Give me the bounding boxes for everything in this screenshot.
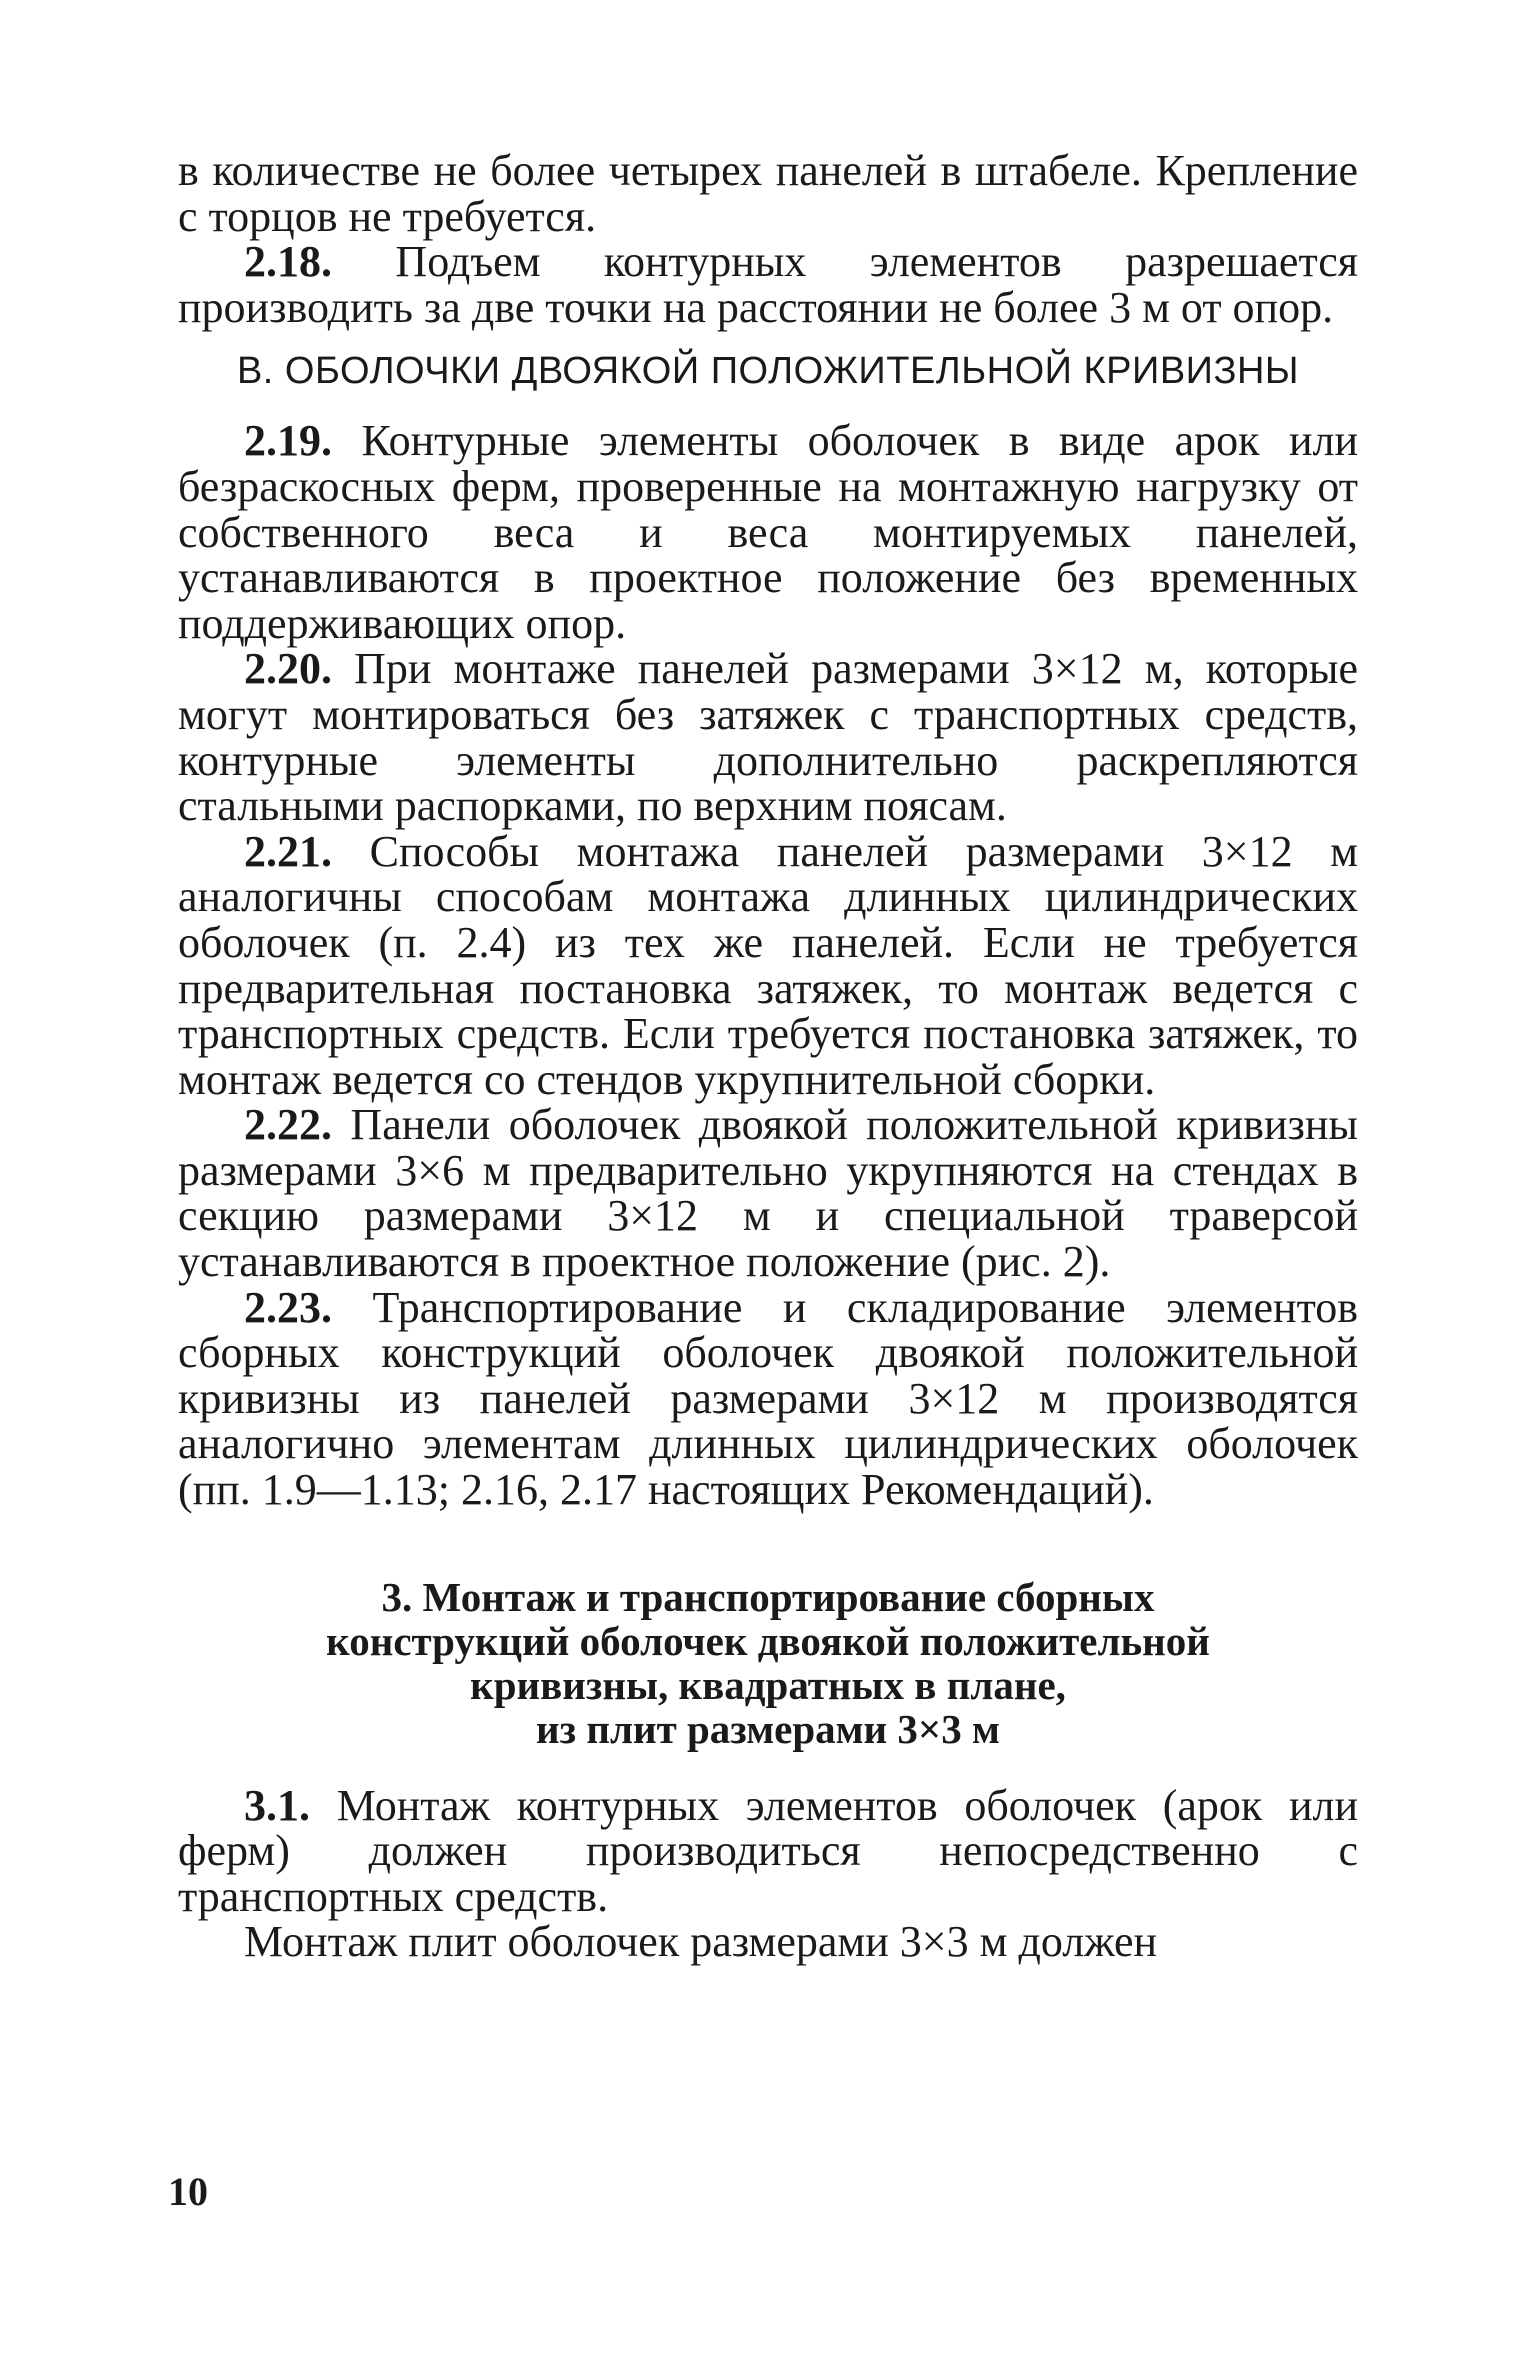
section-title-line: кривизны, квадратных в плане,	[470, 1661, 1066, 1708]
item-3-1	[178, 1780, 1359, 1921]
item-2-18	[178, 239, 1358, 330]
page-number: 10	[168, 2169, 208, 2214]
section-title	[178, 1575, 1358, 1751]
item-number: 2.18.	[244, 237, 332, 287]
section-title-line: из плит размерами 3×3 м	[536, 1705, 1000, 1752]
item-2-23	[178, 1282, 1359, 1515]
body-text	[178, 148, 1358, 1965]
item-number: 3.1.	[244, 1780, 310, 1830]
item-2-20	[178, 644, 1359, 831]
item-text: Монтаж контурных элементов оболочек (арок или ферм) должен производиться непосредственно с транспортных средств.	[178, 1780, 1359, 1921]
top-paragraph: в количестве не более четырех панелей в штабеле. Крепление с торцов не требуется.	[178, 146, 1358, 241]
item-number: 2.20.	[244, 644, 332, 694]
item-number: 2.22.	[244, 1100, 332, 1150]
item-number: 2.19.	[244, 416, 332, 466]
subheading: В. ОБОЛОЧКИ ДВОЯКОЙ ПОЛОЖИТЕЛЬНОЙ КРИВИЗНЫ	[236, 350, 1300, 393]
last-paragraph: Монтаж плит оболочек размерами 3×3 м должен	[244, 1917, 1158, 1967]
item-number: 2.23.	[244, 1282, 332, 1332]
section-title-line: конструкций оболочек двоякой положительной	[326, 1617, 1210, 1664]
item-text: Панели оболочек двоякой положительной кривизны размерами 3×6 м предварительно укрупняются на стендах в секцию размерами 3×12 м и специальной траверсой устанавливаются в проектное положение (рис. 2).	[178, 1100, 1358, 1287]
item-2-21	[178, 826, 1359, 1104]
item-text: Подъем контурных элементов разрешается производить за две точки на расстоянии не более 3 м от опор.	[178, 237, 1358, 332]
item-2-19	[178, 418, 1358, 646]
item-text: Транспортирование и складирование элементов сборных конструкций оболочек двоякой положительной кривизны из панелей размерами 3×12 м производятся аналогично элементам длинных цилиндрических оболочек (пп. 1.9—1.13; 2.16, 2.17 настоящих Рекомендаций).	[178, 1282, 1359, 1515]
item-text: Способы монтажа панелей размерами 3×12 м аналогичны способам монтажа длинных цилиндрических оболочек (п. 2.4) из тех же панелей. Если не требуется предварительная постановка затяжек, то монтаж ведется с транспортных средств. Если требуется постановка затяжек, то монтаж ведется со стендов укрупнительной сборки.	[178, 826, 1359, 1104]
item-text: Контурные элементы оболочек в виде арок или безраскосных ферм, проверенные на монтажную нагрузку от собственного веса и веса монтируемых панелей, устанавливаются в проектное положение без временных поддерживающих опор.	[178, 416, 1358, 648]
section-title-line: 3. Монтаж и транспортирование сборных	[381, 1573, 1155, 1620]
item-2-22	[178, 1100, 1358, 1287]
item-number: 2.21.	[244, 826, 332, 876]
item-text: При монтаже панелей размерами 3×12 м, которые могут монтироваться без затяжек с транспортных средств, контурные элементы дополнительно раскрепляются стальными распорками, по верхним поясам.	[178, 644, 1359, 831]
